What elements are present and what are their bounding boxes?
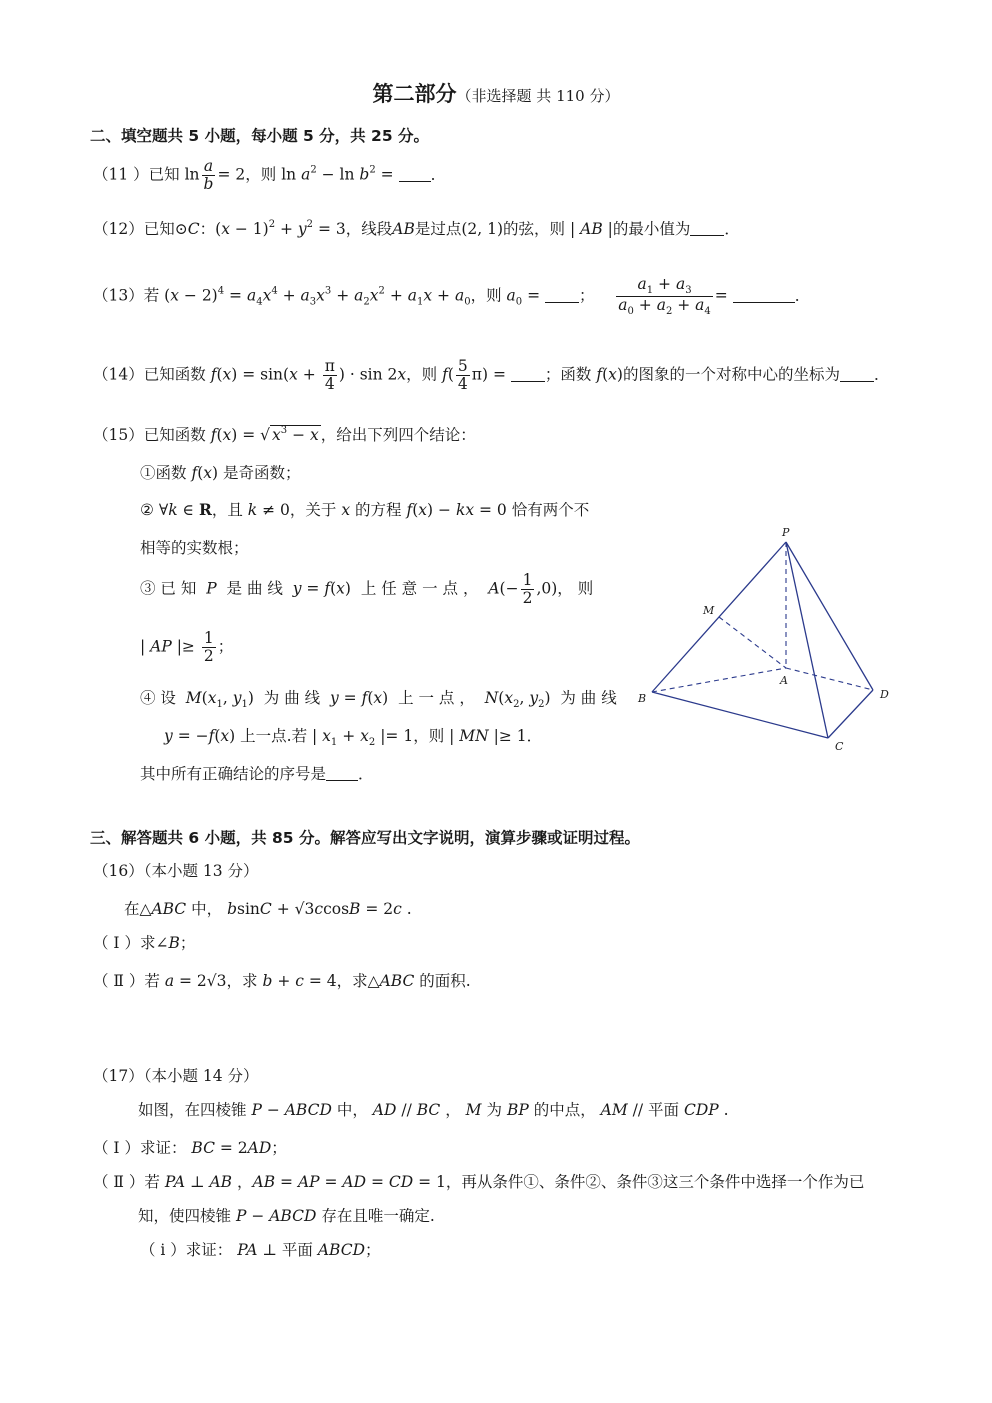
answer-blank	[840, 367, 874, 382]
question-17-part2-i: （ i ）求证： PA ⊥ 平面 ABCD；	[140, 1241, 381, 1259]
title-main: 第二部分	[372, 82, 457, 106]
answer-blank	[326, 766, 358, 781]
question-13: （13）若 $(x - 2)^4 = a_4x^4 + a_3x^3 + a_2x^2 + a_1x + a_0$，则 $a_0$ = ； $\frac{a_1 + a_3}{a_0 + a_2 + a_4}$ = ．	[93, 275, 811, 317]
question-16-part2: （ Ⅱ ）若 a = 2√3，求 b + c = 4，求△ABC 的面积.	[93, 972, 471, 990]
q15-statement-2: ② ∀k ∈ R，且 k ≠ 0，关于 x 的方程 f(x) − kx = 0 恰有两个不	[140, 500, 590, 519]
label-D: D	[880, 688, 889, 701]
answer-blank	[545, 288, 579, 303]
section3-heading: 三、解答题共 6 小题，共 85 分。解答应写出文字说明，演算步骤或证明过程。	[90, 829, 640, 847]
question-14: （14）已知函数 f(x) = sin(x + $\frac{\pi}{4}$ ) · sin 2x，则 f( $\frac{5}{4}$ π) = ；函数 f(x)的图象的一个对称中心的坐标为 ．	[93, 357, 890, 394]
answer-blank	[690, 221, 724, 236]
question-16-part1: （ Ⅰ ）求∠B；	[93, 934, 196, 952]
q15-conclusion: 其中所有正确结论的序号是 ．	[140, 765, 374, 783]
question-17-part2: （ Ⅱ ）若 PA ⊥ AB ，AB = AP = AD = CD = 1，再从条件①、条件②、条件③这三个条件中选择一个作为已	[93, 1173, 865, 1191]
q15-statement-1: ①函数 f(x) 是奇函数；	[140, 464, 301, 482]
q15-statement-3: ③ 已 知 P 是 曲 线 y = f(x) 上 任 意 一 点 ， A(− $\frac{1}{2}$ ,0)， 则	[140, 571, 594, 608]
question-15: （15）已知函数 f(x) = √ $x^3 - x$ ，给出下列四个结论：	[93, 425, 476, 444]
label-P: P	[782, 526, 790, 539]
answer-blank	[733, 288, 795, 303]
label-B: B	[638, 692, 647, 705]
question-12: （12）已知⊙C：$(x - 1)^2 + y^2 = 3$，线段AB是过点(2, 1)的弦，则 | AB |的最小值为 ．	[93, 219, 740, 238]
answer-blank	[399, 167, 431, 182]
question-16-body: 在△ABC 中， bsinC + √3ccosB = 2c .	[124, 900, 412, 918]
section2-heading: 二、填空题共 5 小题，每小题 5 分，共 25 分。	[90, 127, 430, 145]
question-17-part1: （ Ⅰ ）求证： BC = 2AD；	[93, 1139, 287, 1157]
q15-statement-4-cont: y = −f(x) 上一点.若 | $x_1 + x_2$ |= 1，则 | MN |≥ 1．	[164, 727, 543, 748]
title-sub: （非选择题 共 110 分）	[456, 87, 620, 105]
q15-statement-4: ④ 设 $M(x_1$, $y_1$) 为 曲 线 y = f(x) 上 一 点 ， $N(x_2$, $y_2$) 为 曲 线	[140, 689, 617, 710]
question-16-header: （16）（本小题 13 分）	[93, 862, 259, 880]
label-M: M	[703, 604, 715, 617]
answer-blank	[511, 367, 545, 382]
label-A: A	[780, 674, 788, 687]
q15-statement-3-cont: | AP |≥ $\frac{1}{2}$ ；	[140, 629, 234, 666]
question-17-part2-cont: 知，使四棱锥 P − ABCD 存在且唯一确定.	[138, 1207, 435, 1225]
question-17-body: 如图，在四棱锥 P − ABCD 中， AD // BC ， M 为 BP 的中点， AM // 平面 CDP .	[138, 1101, 729, 1119]
q15-statement-2-cont: 相等的实数根；	[140, 539, 249, 557]
question-11: （11 ）已知 ln $\frac{a}{b}$ = 2，则 $\ln a^2 - \ln b^2$ = ．	[93, 157, 447, 194]
label-C: C	[835, 740, 844, 753]
page-title	[0, 78, 992, 108]
question-17-header: （17）（本小题 14 分）	[93, 1067, 259, 1085]
pyramid-figure	[630, 520, 900, 760]
